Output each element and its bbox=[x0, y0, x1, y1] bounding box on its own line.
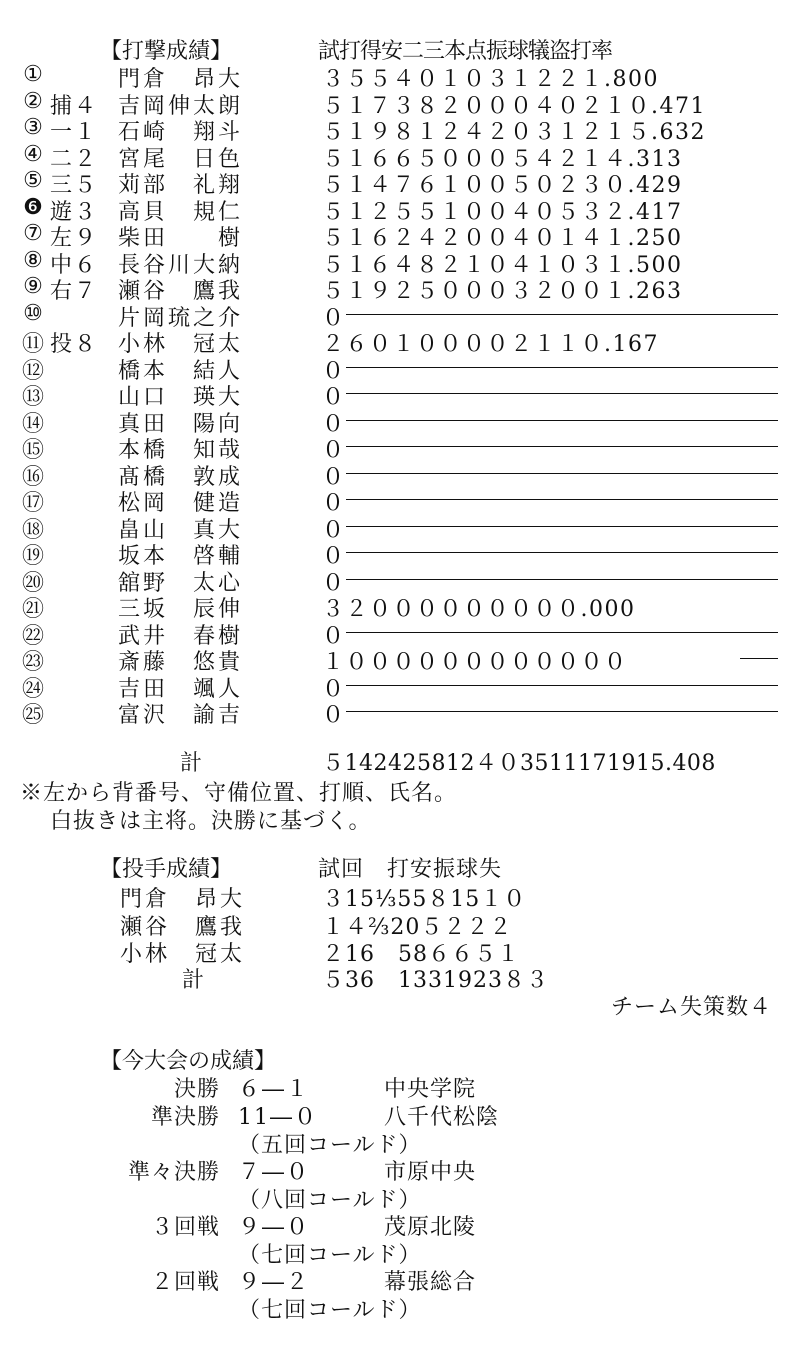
uniform-number: ④ bbox=[23, 141, 43, 167]
pitcher-stats: １４⅔20５２２２ bbox=[322, 915, 513, 940]
batting-row bbox=[20, 354, 790, 384]
player-stats: ５１６２４２００４０１４１.250 bbox=[322, 226, 683, 251]
uniform-number: ㉒ bbox=[21, 623, 44, 649]
no-record-line bbox=[346, 711, 778, 712]
player-stats: １００００００００００００ bbox=[322, 650, 628, 675]
game-opponent: 幕張総合 bbox=[384, 1270, 477, 1295]
game-round: 決勝 bbox=[173, 1077, 220, 1102]
position-order: 捕４ bbox=[50, 93, 99, 119]
player-stats: ０ bbox=[322, 305, 346, 331]
pitcher-stats: ３15⅓55８15１０ bbox=[322, 887, 527, 912]
batting-columns: 試打得安二三本点振球犠盗打率 bbox=[318, 39, 613, 64]
uniform-number: ⑳ bbox=[21, 570, 44, 596]
uniform-number: ㉔ bbox=[21, 676, 44, 702]
uniform-number: ⑯ bbox=[21, 464, 44, 490]
uniform-number: ⑪ bbox=[21, 332, 44, 357]
player-stats: ５１２５５１００４０５３２.417 bbox=[322, 199, 683, 225]
batting-row bbox=[20, 645, 790, 675]
batting-row bbox=[20, 513, 790, 543]
player-stats: ０ bbox=[322, 570, 346, 596]
position-order: 投８ bbox=[50, 332, 99, 357]
batting-row bbox=[20, 327, 790, 357]
batting-row bbox=[20, 592, 790, 622]
uniform-number: ㉑ bbox=[21, 597, 44, 622]
no-record-line bbox=[346, 632, 778, 633]
position-order: 遊３ bbox=[50, 199, 99, 225]
game-round: ２回戦 bbox=[150, 1270, 220, 1295]
player-name: 宮尾 日色 bbox=[118, 146, 244, 172]
uniform-number: ❻ bbox=[23, 194, 43, 220]
player-name: 石崎 翔斗 bbox=[118, 120, 244, 145]
player-name: 畠山 真大 bbox=[118, 517, 244, 543]
pitcher-stats: ２16 58６６５１ bbox=[322, 942, 520, 967]
player-stats: ０ bbox=[322, 703, 346, 728]
game-score: ７―０ bbox=[238, 1160, 311, 1185]
pitcher-name: 小林 冠太 bbox=[120, 942, 246, 967]
player-stats: ２６０１００００２１１０.167 bbox=[322, 332, 659, 357]
no-record-line bbox=[346, 499, 778, 500]
pitcher-name: 門倉 昂大 bbox=[120, 887, 246, 912]
batting-total-label: 計 bbox=[180, 751, 203, 776]
batting-total-values: ５142425812４０3511171915.408 bbox=[322, 751, 716, 776]
pitching-total-label: 計 bbox=[182, 968, 208, 993]
batting-row bbox=[20, 460, 790, 490]
player-name: 門倉 昂大 bbox=[118, 67, 244, 92]
player-stats: ３２０００００００００.000 bbox=[322, 597, 636, 622]
player-name: 三坂 辰伸 bbox=[118, 597, 244, 622]
game-round: 準々決勝 bbox=[127, 1160, 220, 1185]
player-name: 真田 陽向 bbox=[118, 411, 244, 437]
player-stats: ０ bbox=[322, 623, 346, 649]
player-name: 松岡 健造 bbox=[118, 491, 244, 516]
batting-table bbox=[20, 62, 790, 728]
no-record-line bbox=[346, 473, 778, 474]
player-stats: ５１７３８２０００４０２１０.471 bbox=[322, 93, 706, 119]
batting-row bbox=[20, 194, 790, 225]
player-stats: ５１４７６１００５０２３０.429 bbox=[322, 173, 683, 198]
game-note: （八回コールド） bbox=[238, 1188, 422, 1213]
player-name: 富沢 諭吉 bbox=[118, 703, 244, 728]
game-score: ９―２ bbox=[238, 1270, 311, 1295]
player-name: 髙橋 敦成 bbox=[118, 464, 244, 490]
game-opponent: 市原中央 bbox=[384, 1160, 477, 1185]
batting-row bbox=[20, 274, 790, 304]
no-record-line bbox=[346, 420, 778, 421]
no-average-line bbox=[740, 658, 778, 659]
game-opponent: 茂原北陵 bbox=[384, 1215, 477, 1240]
player-name: 吉岡伸太朗 bbox=[118, 93, 244, 119]
player-name: 柴田 樹 bbox=[118, 226, 244, 251]
uniform-number: ③ bbox=[23, 115, 43, 140]
batting-row bbox=[20, 566, 790, 596]
uniform-number: ⑧ bbox=[23, 247, 43, 273]
batting-row bbox=[20, 672, 790, 702]
no-record-line bbox=[346, 526, 778, 527]
player-name: 坂本 啓輔 bbox=[118, 544, 244, 569]
player-stats: ０ bbox=[322, 385, 346, 410]
pitcher-name: 瀬谷 鷹我 bbox=[120, 915, 246, 940]
uniform-number: ⑮ bbox=[21, 438, 44, 463]
batting-row bbox=[20, 221, 790, 251]
uniform-number: ⑲ bbox=[21, 544, 44, 569]
no-record-line bbox=[346, 579, 778, 580]
no-record-line bbox=[346, 446, 778, 447]
batting-row bbox=[20, 407, 790, 437]
game-note: （七回コールド） bbox=[238, 1243, 422, 1268]
batting-row bbox=[20, 88, 790, 119]
batting-note-line2: 白抜きは主将。決勝に基づく。 bbox=[50, 809, 372, 834]
pitching-columns: 試回 打安振球失 bbox=[318, 857, 503, 882]
player-stats: ０ bbox=[322, 676, 346, 702]
batting-total-row bbox=[180, 746, 716, 777]
uniform-number: ⑨ bbox=[23, 274, 43, 299]
pitching-title: 【投手成績】 bbox=[100, 857, 233, 882]
no-record-line bbox=[346, 685, 778, 686]
player-stats: ０ bbox=[322, 517, 346, 543]
batting-title: 【打撃成績】 bbox=[100, 39, 233, 64]
player-name: 本橋 知哉 bbox=[118, 438, 244, 463]
batting-row bbox=[20, 619, 790, 649]
game-round: ３回戦 bbox=[150, 1215, 220, 1240]
player-name: 小林 冠太 bbox=[118, 332, 244, 357]
batting-row bbox=[20, 698, 790, 728]
batting-row bbox=[20, 168, 790, 198]
batting-row bbox=[20, 380, 790, 410]
player-stats: ５１６４８２１０４１０３１.500 bbox=[322, 252, 683, 278]
player-stats: ３５５４０１０３１２２１.800 bbox=[322, 67, 659, 92]
position-order: 二２ bbox=[50, 146, 99, 172]
batting-row bbox=[20, 141, 790, 172]
no-record-line bbox=[346, 314, 778, 315]
batting-header bbox=[100, 34, 613, 65]
batting-row bbox=[20, 539, 790, 569]
batting-row bbox=[20, 300, 790, 331]
no-record-line bbox=[346, 552, 778, 553]
position-order: 左９ bbox=[50, 226, 99, 251]
position-order: 一１ bbox=[50, 120, 99, 145]
game-score: ６―１ bbox=[238, 1077, 311, 1102]
batting-note-line1: ※左から背番号、守備位置、打順、氏名。 bbox=[20, 781, 458, 806]
game-opponent: 中央学院 bbox=[384, 1077, 477, 1102]
batting-row bbox=[20, 486, 790, 516]
game-note: （七回コールド） bbox=[238, 1298, 422, 1323]
uniform-number: ⑰ bbox=[21, 491, 44, 516]
game-score: ９―０ bbox=[238, 1215, 311, 1240]
player-name: 苅部 礼翔 bbox=[118, 173, 244, 198]
no-record-line bbox=[346, 367, 778, 368]
game-round: 準決勝 bbox=[150, 1105, 220, 1130]
uniform-number: ㉕ bbox=[21, 703, 44, 728]
player-name: 瀬谷 鷹我 bbox=[118, 279, 244, 304]
game-score: 11―０ bbox=[238, 1105, 318, 1130]
player-stats: ０ bbox=[322, 464, 346, 490]
uniform-number: ⑦ bbox=[23, 221, 43, 246]
team-errors: チーム失策数４ bbox=[610, 995, 772, 1020]
uniform-number: ⑫ bbox=[21, 358, 44, 384]
uniform-number: ㉓ bbox=[21, 650, 44, 675]
batting-row bbox=[20, 62, 790, 92]
uniform-number: ① bbox=[23, 62, 43, 87]
position-order: 三５ bbox=[50, 173, 99, 198]
player-name: 高貝 規仁 bbox=[118, 199, 244, 225]
pitching-header bbox=[100, 852, 503, 883]
uniform-number: ② bbox=[23, 88, 43, 114]
game-note: （五回コールド） bbox=[238, 1133, 422, 1158]
position-order: 右７ bbox=[50, 279, 99, 304]
player-name: 斎藤 悠貴 bbox=[118, 650, 244, 675]
uniform-number: ⑤ bbox=[23, 168, 43, 193]
batting-row bbox=[20, 115, 790, 145]
uniform-number: ⑩ bbox=[23, 300, 43, 326]
player-stats: ５１９２５０００３２００１.263 bbox=[322, 279, 683, 304]
tournament-header: 【今大会の成績】 bbox=[100, 1049, 277, 1074]
player-stats: ０ bbox=[322, 544, 346, 569]
player-name: 山口 瑛大 bbox=[118, 385, 244, 410]
uniform-number: ⑬ bbox=[21, 385, 44, 410]
player-name: 舘野 太心 bbox=[118, 570, 244, 596]
player-name: 吉田 颯人 bbox=[118, 676, 244, 702]
player-stats: ０ bbox=[322, 358, 346, 384]
player-stats: ０ bbox=[322, 411, 346, 437]
uniform-number: ⑭ bbox=[21, 411, 44, 437]
player-stats: ０ bbox=[322, 491, 346, 516]
player-name: 武井 春樹 bbox=[118, 623, 244, 649]
player-stats: ０ bbox=[322, 438, 346, 463]
player-name: 橋本 結人 bbox=[118, 358, 244, 384]
game-opponent: 八千代松陰 bbox=[384, 1105, 500, 1130]
player-name: 長谷川大納 bbox=[118, 252, 244, 278]
player-name: 片岡琉之介 bbox=[118, 305, 244, 331]
no-record-line bbox=[346, 393, 778, 394]
player-stats: ５１６６５０００５４２１４.313 bbox=[322, 146, 683, 172]
position-order: 中６ bbox=[50, 252, 99, 278]
uniform-number: ⑱ bbox=[21, 517, 44, 543]
pitching-total-values: ５36 1331923８３ bbox=[322, 968, 549, 993]
batting-row bbox=[20, 247, 790, 278]
player-stats: ５１９８１２４２０３１２１５.632 bbox=[322, 120, 706, 145]
batting-row bbox=[20, 433, 790, 463]
